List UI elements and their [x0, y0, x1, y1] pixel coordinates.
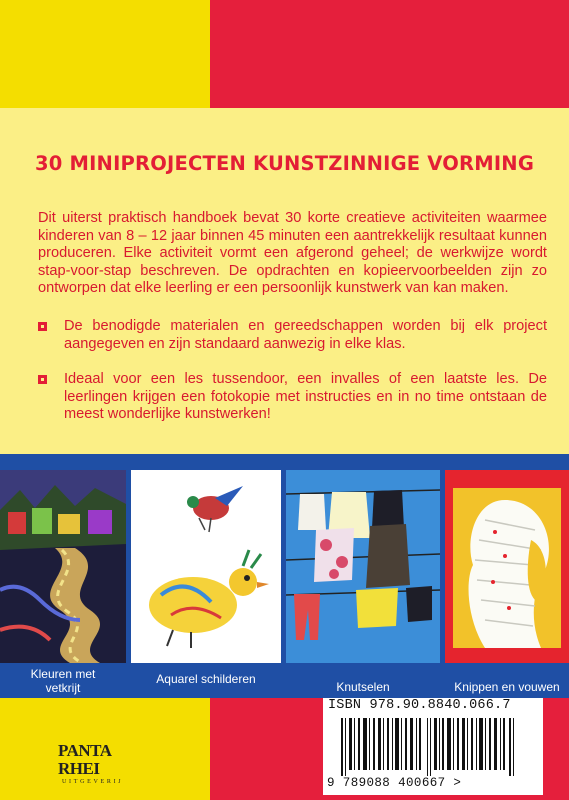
crayon-road-image: [0, 470, 126, 663]
publisher-logo: [58, 741, 144, 785]
barcode-number: 9 789088 400667 >: [327, 776, 462, 790]
bullet-item-materials: [38, 318, 547, 353]
clothesline-collage-image: [286, 470, 440, 663]
book-title: 30 MINIPROJECTEN KUNSTZINNIGE VORMING: [34, 152, 535, 175]
square-bullet-icon: [38, 375, 47, 384]
barcode-icon: [331, 718, 531, 776]
caption-cut-fold: Knippen en vouwen: [454, 680, 560, 694]
caption-line: vetkrijt: [45, 681, 81, 695]
paper-cut-profile-image: [445, 470, 569, 663]
caption-line: Kleuren met: [30, 667, 96, 681]
bullet-text: De benodigde materialen en gereedschappen worden bij elk project aangegeven en zijn standaard aanwezig in elke klas.: [64, 318, 547, 352]
publisher-sub: UITGEVERIJ: [62, 779, 124, 785]
caption-crayon: [0, 667, 126, 695]
bullet-item-ideal: [38, 371, 547, 424]
intro-paragraph: Dit uiterst praktisch handboek bevat 30 korte creatieve activiteiten waarmee kinderen van 8 – 12 jaar binnen 45 minuten een aantrekkelijk resultaat kunnen produceren. Elke activiteit vormt een afgerond geheel; de werkwijze wordt stap-voor-stap beschreven. De opdrachten en kopieervoorbeelden zijn zo ontworpen dat elke leerling er een persoonlijk kunstwerk van kan maken.: [38, 210, 547, 296]
isbn-barcode-box: [323, 698, 543, 795]
caption-watercolour: Aquarel schilderen: [156, 672, 256, 686]
bullet-text: Ideaal voor een les tussendoor, een invalles of een laatste les. De leerlingen krijgen een fotokopie met instructies en in no time ontstaan de meest wonderlijke kunstwerken!: [64, 371, 547, 422]
isbn-label: ISBN 978.90.8840.066.7: [328, 698, 511, 713]
caption-crafts: Knutselen: [336, 680, 390, 694]
publisher-name: PANTA RHEI: [58, 741, 111, 778]
square-bullet-icon: [38, 322, 47, 331]
watercolour-birds-image: [131, 470, 281, 663]
